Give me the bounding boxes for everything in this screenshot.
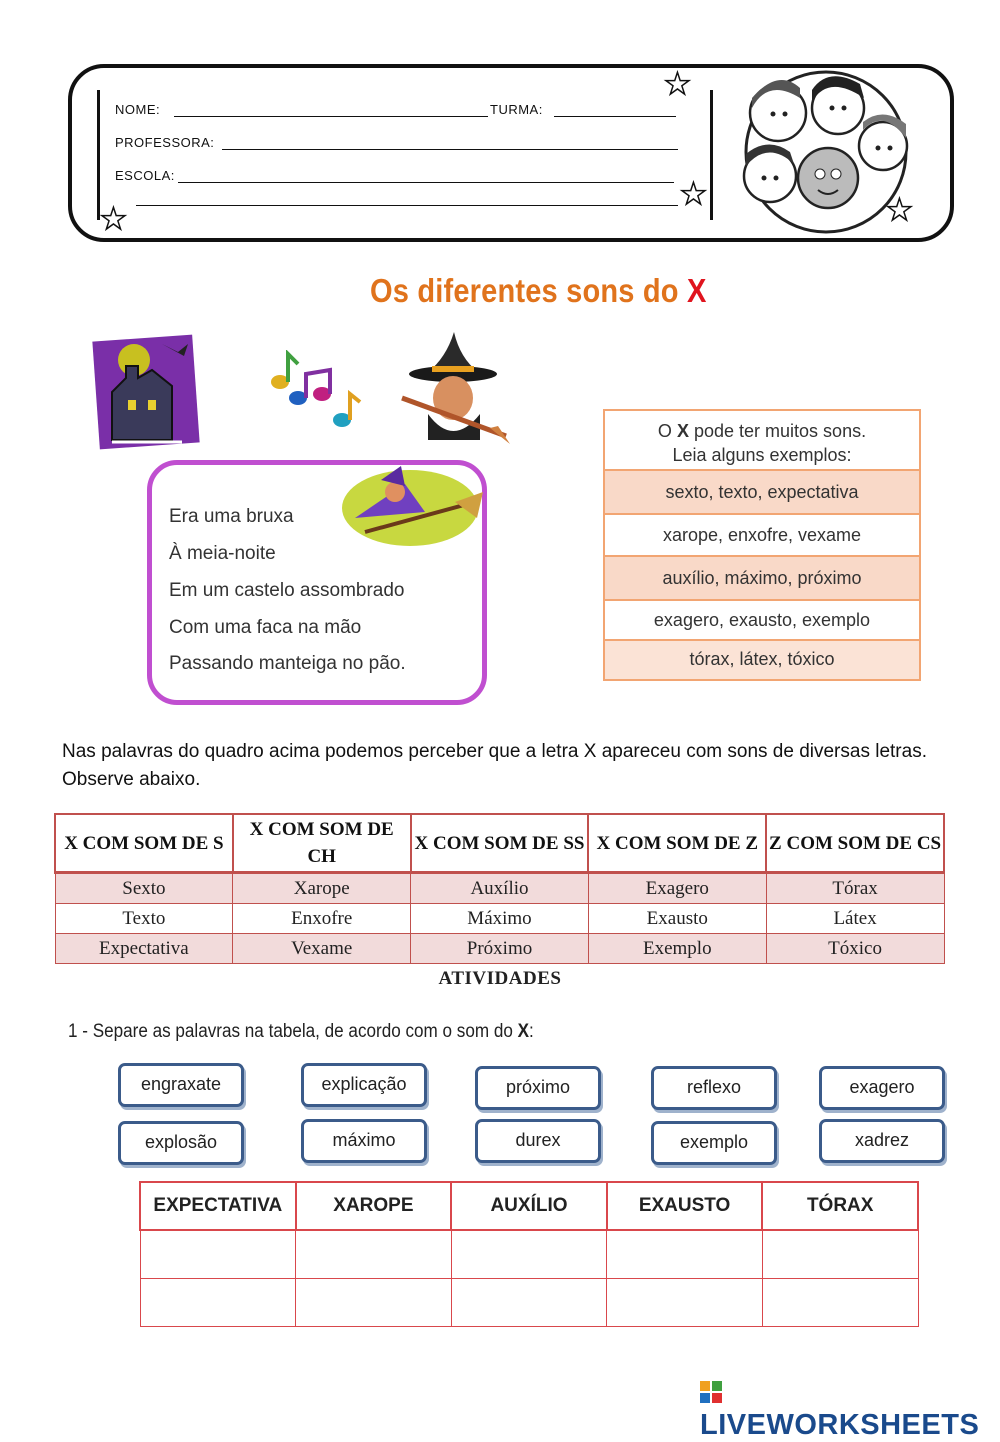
x-sounds-table [54,813,945,964]
escola-field[interactable] [178,182,674,183]
table-cell: Tórax [766,873,944,904]
word-chip[interactable]: próximo [475,1066,601,1110]
instruction-letter: X [517,1021,530,1042]
music-notes-icon [266,350,366,436]
table-cell: Vexame [233,934,411,964]
star-icon: ★ [664,68,691,101]
column-header: X COM SOM DE S [55,814,233,873]
poem-line: Em um castelo assombrado [169,580,405,601]
example-row: tórax, látex, tóxico [605,641,919,679]
turma-field[interactable] [554,116,676,117]
nome-label: NOME: [115,102,161,117]
liveworksheets-mark-icon [700,1381,722,1403]
table-row [140,1279,918,1327]
instruction-text: 1 - Separe as palavras na tabela, de acordo com o som do [68,1021,513,1042]
intro-paragraph: Nas palavras do quadro acima podemos perceber que a letra X apareceu com sons de diversas letras. Observe abaixo. [62,741,927,790]
liveworksheets-logo [700,1376,1000,1442]
star-icon: ★ [886,194,913,227]
star-icon: ★ [680,178,707,211]
brand-text: LIVEWORKSHEETS [700,1409,980,1441]
table-row [55,904,944,934]
column-header: TÓRAX [762,1182,918,1230]
column-header: AUXÍLIO [451,1182,607,1230]
table-cell: Texto [55,904,233,934]
poem-line: Passando manteiga no pão. [169,653,406,674]
drop-cell[interactable] [296,1230,452,1279]
table-cell: Exemplo [588,934,766,964]
word-chip[interactable]: xadrez [819,1119,945,1163]
children-group-illustration [728,68,924,236]
drop-cell[interactable] [451,1279,607,1327]
word-chip[interactable]: máximo [301,1119,427,1163]
column-header: X COM SOM DE SS [411,814,589,873]
table-cell: Próximo [411,934,589,964]
word-chip[interactable]: explicação [301,1063,427,1107]
haunted-house-illustration [92,330,202,452]
table-cell: Auxílio [411,873,589,904]
examples-header-prefix: O [657,421,672,441]
star-icon: ★ [100,203,127,236]
professora-field[interactable] [222,149,678,150]
table-header-row [140,1182,918,1230]
poem-line: Era uma bruxa [169,506,294,527]
flying-witch-illustration [335,462,485,554]
drop-cell[interactable] [296,1279,452,1327]
extra-line-field[interactable] [136,205,678,206]
examples-header-rest: pode ter muitos sons. [693,421,867,441]
page-title [370,272,706,310]
table-row [55,934,944,964]
drop-cell[interactable] [762,1279,918,1327]
table-cell: Xarope [233,873,411,904]
column-header: X COM SOM DE Z [588,814,766,873]
drop-cell[interactable] [607,1230,763,1279]
word-chip[interactable]: exagero [819,1066,945,1110]
poem-line: À meia-noite [169,543,276,564]
example-row: xarope, enxofre, vexame [605,515,919,557]
title-letter: X [686,272,707,309]
professora-label: PROFESSORA: [115,135,215,150]
table-row [140,1230,918,1279]
example-row: sexto, texto, expectativa [605,471,919,515]
student-info-frame [97,90,713,220]
table-cell: Enxofre [233,904,411,934]
column-header: EXPECTATIVA [140,1182,296,1230]
title-text: Os diferentes sons do [370,272,679,309]
poem-line: Com uma faca na mão [169,617,362,638]
table-cell: Sexto [55,873,233,904]
escola-label: ESCOLA: [115,168,175,183]
table-cell: Látex [766,904,944,934]
column-header: EXAUSTO [607,1182,763,1230]
drop-cell[interactable] [451,1230,607,1279]
column-header: Z COM SOM DE CS [766,814,944,873]
word-chip[interactable]: engraxate [118,1063,244,1107]
table-cell: Tóxico [766,934,944,964]
word-chip[interactable]: durex [475,1119,601,1163]
drop-cell[interactable] [607,1279,763,1327]
table-header-row [55,814,944,873]
example-row: auxílio, máximo, próximo [605,557,919,601]
drop-cell[interactable] [140,1279,296,1327]
activities-heading: ATIVIDADES [438,968,562,989]
table-cell: Exausto [588,904,766,934]
examples-header [605,411,919,471]
instruction-suffix: : [529,1021,534,1042]
example-row: exagero, exausto, exemplo [605,601,919,641]
activity-instruction [68,1021,534,1043]
word-chip[interactable]: reflexo [651,1066,777,1110]
examples-box [603,409,921,681]
witch-illustration [398,328,510,446]
turma-label: TURMA: [490,102,543,117]
drop-cell[interactable] [762,1230,918,1279]
table-row [55,873,944,904]
table-cell: Expectativa [55,934,233,964]
word-chip[interactable]: explosão [118,1121,244,1165]
examples-header-letter: X [676,421,689,441]
column-header: XAROPE [296,1182,452,1230]
column-header: X COM SOM DE CH [233,814,411,873]
sorting-table [139,1181,919,1327]
table-cell: Exagero [588,873,766,904]
examples-header-line2: Leia alguns exemplos: [672,445,852,465]
nome-field[interactable] [174,116,488,117]
word-chip[interactable]: exemplo [651,1121,777,1165]
table-cell: Máximo [411,904,589,934]
drop-cell[interactable] [140,1230,296,1279]
